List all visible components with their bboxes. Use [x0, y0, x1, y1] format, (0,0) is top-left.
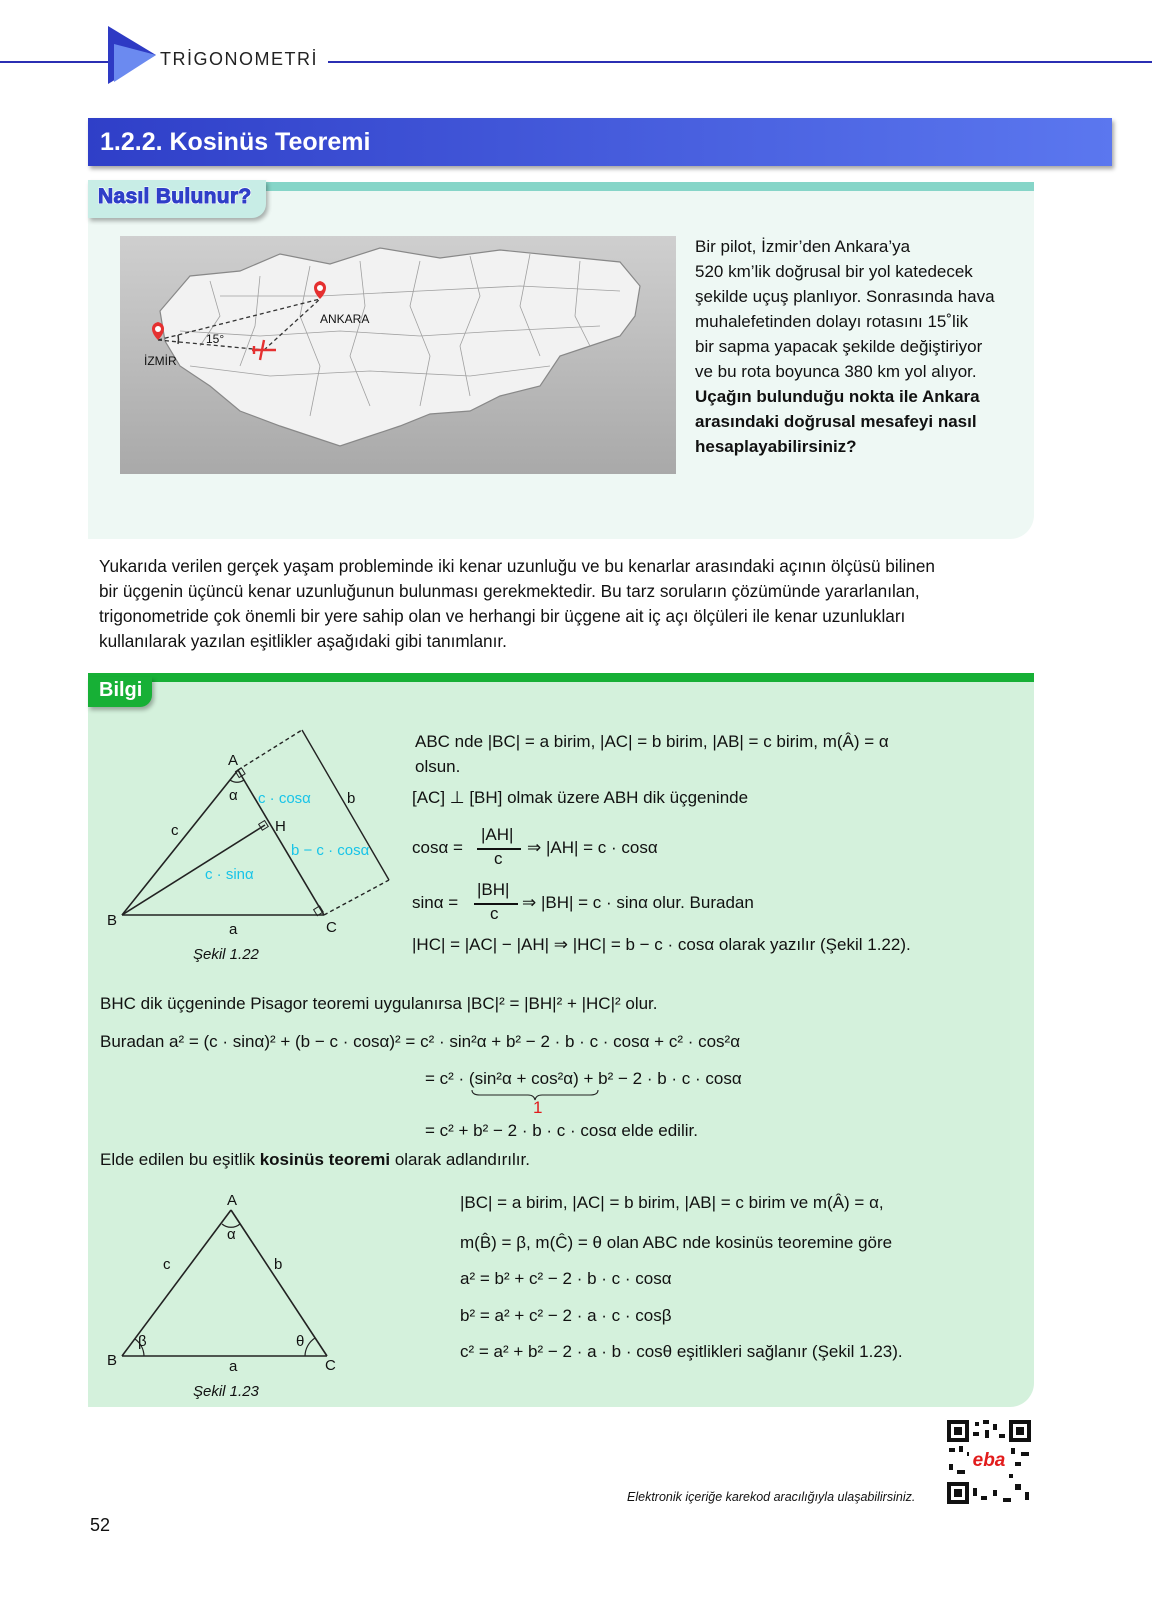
underbrace-value: 1 — [533, 1098, 543, 1117]
fig1-label-A: A — [228, 752, 239, 769]
fig2-label-A: A — [227, 1192, 238, 1209]
problem-line: Bir pilot, İzmir’den Ankara’ya — [695, 237, 911, 256]
sin-denominator: c — [490, 904, 499, 923]
fig2-label-alpha: α — [227, 1226, 236, 1243]
turkey-map — [120, 236, 676, 474]
header-rule-left — [0, 61, 108, 63]
fig1-label-c: c — [171, 822, 179, 839]
theorem-name: kosinüs teoremi — [259, 1150, 391, 1169]
eq-line-1: ABC nde |BC| = a birim, |AC| = b birim, |AB| = c birim, m(Â) = α — [415, 732, 889, 751]
sin-lhs: sinα = — [412, 893, 459, 912]
derivation-line-2: = c² · (sin²α + cos²α) + b² − 2 · b · c · cosα — [425, 1069, 742, 1088]
fig2-caption: Şekil 1.23 — [193, 1383, 259, 1400]
derivation-line-1: Buradan a² = (c · sinα)² + (b − c · cosα)² = c² · sin²α + b² − 2 · b · c · cosα + c² · cos²α — [100, 1032, 741, 1051]
paragraph-line: Yukarıda verilen gerçek yaşam probleminde iki kenar uzunluğu ve bu kenarlar arasındaki açının ölçüsü bilinen — [99, 556, 935, 576]
fig2-label-C: C — [325, 1357, 336, 1374]
izmir-pin-icon — [152, 322, 164, 340]
fig1-label-C: C — [326, 919, 337, 936]
rule-line-4: b² = a² + c² − 2 · a · c · cosβ — [460, 1306, 672, 1325]
bilgi-label: Bilgi — [99, 679, 143, 701]
problem-text — [695, 234, 1035, 459]
fig1-label-H: H — [275, 818, 286, 835]
question-line: arasındaki doğrusal mesafeyi nasıl — [695, 412, 977, 431]
theorem-named-post: olarak adlandırılır. — [390, 1150, 530, 1169]
paragraph-line: bir üçgenin üçüncü kenar uzunluğunun bulunması gerekmektedir. Bu tarz soruların çözümünde yararlanılan, — [99, 581, 920, 601]
fig2-label-b: b — [274, 1256, 283, 1273]
rule-line-3: a² = b² + c² − 2 · b · c · cosα — [460, 1269, 672, 1288]
page-number: 52 — [90, 1515, 111, 1535]
eq-line-1b: olsun. — [415, 757, 461, 776]
hc-line: |HC| = |AC| − |AH| ⇒ |HC| = b − c · cosα olarak yazılır (Şekil 1.22). — [412, 935, 911, 954]
fig1-label-a: a — [229, 921, 238, 938]
fig2-label-B: B — [107, 1352, 118, 1369]
fig2-label-c: c — [163, 1256, 171, 1273]
chapter-title: TRİGONOMETRİ — [160, 49, 318, 69]
figure-1-22 — [100, 720, 410, 920]
nasil-bulunur-label: Nasıl Bulunur? — [98, 185, 252, 208]
map-label-ankara: ANKARA — [320, 312, 370, 326]
paragraph-line: trigonometride çok önemli bir yere sahip olan ve herhangi bir üçgene ait iç açı ölçüleri ile kenar uzunlukları — [99, 606, 906, 626]
eq-line-2: [AC] ⊥ [BH] olmak üzere ABH dik üçgeninde — [412, 788, 749, 807]
sin-rhs: ⇒ |BH| = c · sinα olur. Buradan — [522, 893, 754, 912]
fig1-label-alpha: α — [229, 787, 238, 804]
problem-line: ve bu rota boyunca 380 km yol alıyor. — [695, 362, 977, 381]
rule-line-5: c² = a² + b² − 2 · a · b · cosθ eşitlikleri sağlanır (Şekil 1.23). — [460, 1342, 903, 1361]
sin-numerator: |BH| — [477, 880, 510, 899]
chapter-arrow-icon — [108, 26, 156, 84]
fig2-label-beta: β — [138, 1333, 147, 1350]
cos-lhs: cosα = — [412, 838, 463, 857]
header-rule-right — [328, 61, 1152, 63]
intro-paragraph — [99, 554, 1021, 654]
section-title: 1.2.2. Kosinüs Teoremi — [88, 118, 1112, 166]
cos-denominator: c — [494, 849, 503, 868]
rule-line-1: |BC| = a birim, |AC| = b birim, |AB| = c birim ve m(Â) = α, — [460, 1193, 884, 1212]
paragraph-line: kullanılarak yazılan eşitlikler aşağıdaki gibi tanımlanır. — [99, 631, 507, 651]
question-line: Uçağın bulunduğu nokta ile Ankara — [695, 387, 980, 406]
theorem-named-pre: Elde edilen bu eşitlik — [100, 1150, 260, 1169]
pisagor-line: BHC dik üçgeninde Pisagor teoremi uygulanırsa |BC|² = |BH|² + |HC|² olur. — [100, 994, 658, 1013]
problem-line: bir sapma yapacak şekilde değiştiriyor — [695, 337, 983, 356]
cos-rhs: ⇒ |AH| = c · cosα — [527, 838, 658, 857]
fig2-label-theta: θ — [296, 1333, 305, 1350]
derivation-line-3: = c² + b² − 2 · b · c · cosα elde edilir. — [425, 1121, 698, 1140]
fig2-label-a: a — [229, 1358, 238, 1375]
fig1-ccos-label: c · cosα — [258, 790, 311, 807]
fig1-label-B: B — [107, 912, 118, 929]
map-label-izmir: İZMİR — [144, 354, 177, 368]
problem-line: 520 km’lik doğrusal bir yol katedecek — [695, 262, 973, 281]
problem-line: şekilde uçuş planlıyor. Sonrasında hava — [695, 287, 995, 306]
turkey-map-drawing — [120, 236, 676, 474]
eba-logo: eba — [969, 1450, 1009, 1472]
nasil-bulunur-tag — [88, 180, 266, 218]
qr-caption: Elektronik içeriğe karekod aracılığıyla ulaşabilirsiniz. — [627, 1490, 916, 1504]
qr-code[interactable] — [945, 1418, 1033, 1506]
fig1-csin-label: c · sinα — [205, 866, 254, 883]
map-label-angle: 15° — [206, 332, 225, 346]
problem-line: muhalefetinden dolayı rotasını 15˚lik — [695, 312, 969, 331]
fig1-label-b: b — [347, 790, 356, 807]
bilgi-tag — [88, 677, 152, 707]
question-line: hesaplayabilirsiniz? — [695, 437, 857, 456]
cos-numerator: |AH| — [481, 825, 514, 844]
theorem-named-line — [100, 1150, 530, 1170]
rule-line-2: m(B̂) = β, m(Ĉ) = θ olan ABC nde kosinüs teoremine göre — [460, 1233, 893, 1252]
fig1-caption: Şekil 1.22 — [193, 946, 259, 963]
fig1-bccos-label: b − c · cosα — [291, 842, 370, 859]
